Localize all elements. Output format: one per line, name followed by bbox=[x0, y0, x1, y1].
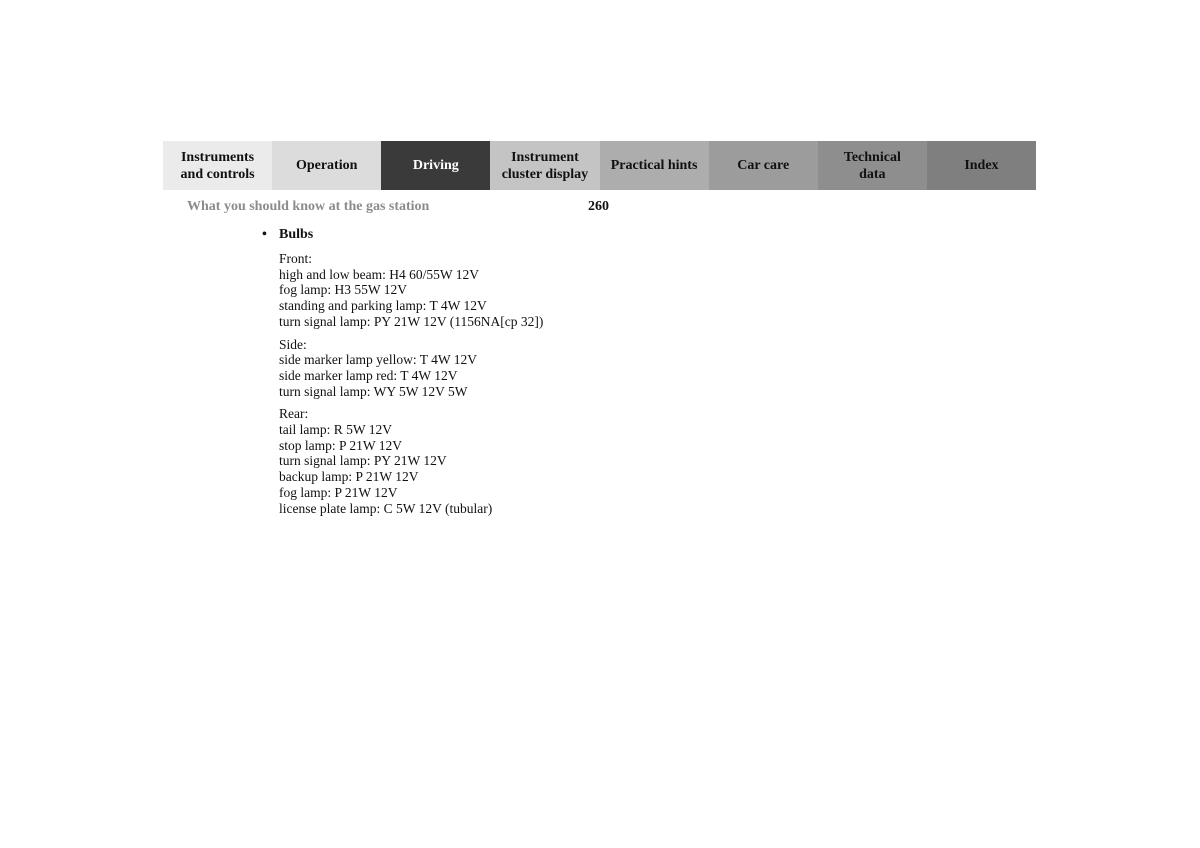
list-item: fog lamp: H3 55W 12V bbox=[279, 282, 407, 298]
list-item: tail lamp: R 5W 12V bbox=[279, 422, 392, 438]
section-title: What you should know at the gas station bbox=[187, 199, 430, 214]
tab-label: Index bbox=[964, 158, 999, 173]
side-bulbs-group bbox=[279, 337, 779, 400]
tab-label: Instrument cluster display bbox=[501, 149, 589, 182]
list-item: turn signal lamp: PY 21W 12V bbox=[279, 453, 447, 469]
tab-label: Car care bbox=[737, 158, 790, 173]
bulb-specifications bbox=[279, 251, 779, 523]
tab-label: Driving bbox=[412, 158, 459, 173]
tab-instrument-cluster-display[interactable] bbox=[490, 141, 599, 190]
page-number: 260 bbox=[588, 199, 609, 214]
chapter-tab-bar bbox=[163, 141, 1036, 190]
tab-index[interactable] bbox=[927, 141, 1036, 190]
tab-label: Operation bbox=[295, 158, 358, 173]
list-item: fog lamp: P 21W 12V bbox=[279, 484, 398, 500]
list-item: license plate lamp: C 5W 12V (tubular) bbox=[279, 500, 493, 516]
list-item: side marker lamp red: T 4W 12V bbox=[279, 367, 458, 383]
tab-instruments-and-controls[interactable] bbox=[163, 141, 272, 190]
tab-technical-data[interactable] bbox=[818, 141, 927, 190]
list-item: backup lamp: P 21W 12V bbox=[279, 469, 419, 485]
group-title: Front: bbox=[279, 251, 313, 266]
bullet-marker: • bbox=[262, 227, 267, 242]
bulbs-heading: Bulbs bbox=[279, 227, 314, 242]
front-bulbs-group bbox=[279, 251, 779, 330]
tab-label: Practical hints bbox=[610, 158, 698, 173]
list-item: high and low beam: H4 60/55W 12V bbox=[279, 266, 479, 282]
list-item: standing and parking lamp: T 4W 12V bbox=[279, 298, 487, 314]
list-item: turn signal lamp: PY 21W 12V (1156NA[cp 32]) bbox=[279, 313, 544, 329]
rear-bulbs-group bbox=[279, 406, 779, 516]
tab-practical-hints[interactable] bbox=[600, 141, 709, 190]
list-item: turn signal lamp: WY 5W 12V 5W bbox=[279, 383, 468, 399]
tab-label: Technical data bbox=[843, 149, 901, 182]
tab-operation[interactable] bbox=[272, 141, 381, 190]
tab-label: Instruments and controls bbox=[180, 149, 255, 182]
group-title: Rear: bbox=[279, 406, 309, 422]
list-item: side marker lamp yellow: T 4W 12V bbox=[279, 352, 477, 368]
list-item: stop lamp: P 21W 12V bbox=[279, 437, 403, 453]
tab-driving[interactable] bbox=[381, 141, 490, 190]
group-title: Side: bbox=[279, 336, 307, 352]
tab-car-care[interactable] bbox=[709, 141, 818, 190]
